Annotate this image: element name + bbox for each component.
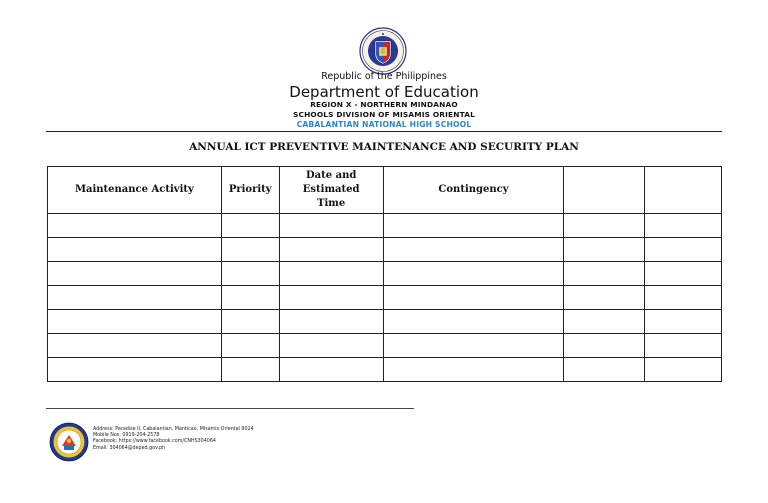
deped-seal-icon: [359, 27, 407, 75]
header-date-text: Date and Estimated Time: [302, 170, 360, 209]
table-cell[interactable]: [645, 214, 722, 238]
table-row: [48, 358, 722, 382]
table-cell[interactable]: [221, 358, 279, 382]
table-cell[interactable]: [645, 286, 722, 310]
header-blank-6: [645, 167, 722, 214]
table-cell[interactable]: [48, 238, 222, 262]
table-cell[interactable]: [279, 334, 383, 358]
table-cell[interactable]: [383, 262, 564, 286]
division-name: SCHOOLS DIVISION OF MISAMIS ORIENTAL: [293, 110, 475, 119]
header-divider: [46, 131, 722, 132]
header-priority: Priority: [221, 167, 279, 214]
school-name: CABALANTIAN NATIONAL HIGH SCHOOL: [296, 120, 472, 129]
footer-address: Address: Paradise II, Cabalantian, Manticao, Misamis Oriental 9024: [93, 427, 254, 432]
table-cell[interactable]: [645, 310, 722, 334]
table-cell[interactable]: [383, 334, 564, 358]
table-cell[interactable]: [564, 334, 645, 358]
school-logo-icon: [49, 422, 89, 462]
header-maintenance-activity: Maintenance Activity: [48, 167, 222, 214]
table-cell[interactable]: [564, 262, 645, 286]
table-header-row: [48, 167, 722, 214]
footer-divider: [46, 408, 414, 409]
table-cell[interactable]: [48, 310, 222, 334]
table-cell[interactable]: [48, 334, 222, 358]
table-cell[interactable]: [645, 358, 722, 382]
republic-label: Republic of the Philippines: [321, 71, 447, 82]
table-cell[interactable]: [221, 214, 279, 238]
table-row: [48, 262, 722, 286]
table-cell[interactable]: [279, 286, 383, 310]
table-cell[interactable]: [48, 214, 222, 238]
footer-email[interactable]: Email: 304064@deped.gov.ph: [93, 445, 166, 451]
table-cell[interactable]: [221, 238, 279, 262]
region-name: REGION X - NORTHERN MINDANAO: [310, 100, 458, 109]
table-body: [48, 214, 722, 382]
table-cell[interactable]: [279, 214, 383, 238]
table-cell[interactable]: [383, 358, 564, 382]
table-row: [48, 238, 722, 262]
table-cell[interactable]: [279, 310, 383, 334]
page-title: ANNUAL ICT PREVENTIVE MAINTENANCE AND SECURITY PLAN: [189, 141, 579, 153]
table-cell[interactable]: [383, 286, 564, 310]
table-row: [48, 334, 722, 358]
table-cell[interactable]: [221, 310, 279, 334]
table-cell[interactable]: [279, 358, 383, 382]
table-cell[interactable]: [48, 358, 222, 382]
table-cell[interactable]: [645, 262, 722, 286]
table-cell[interactable]: [48, 286, 222, 310]
table-cell[interactable]: [221, 334, 279, 358]
header-contingency: Contingency: [383, 167, 564, 214]
table-cell[interactable]: [645, 334, 722, 358]
table-cell[interactable]: [564, 214, 645, 238]
table-cell[interactable]: [564, 286, 645, 310]
table-cell[interactable]: [564, 358, 645, 382]
table-row: [48, 286, 722, 310]
footer-facebook[interactable]: Facebook: https://www.facebook.com/CNHS304064: [93, 439, 216, 445]
table-cell[interactable]: [48, 262, 222, 286]
table-cell[interactable]: [279, 238, 383, 262]
table-cell[interactable]: [564, 310, 645, 334]
table-row: [48, 310, 722, 334]
header-date-estimated-time: [279, 167, 383, 214]
department-name: Department of Education: [289, 83, 479, 101]
footer-contact: [93, 427, 254, 452]
table-cell[interactable]: [221, 262, 279, 286]
footer-mobile: Mobile Nos: 0919-204-2578: [93, 433, 160, 439]
table-cell[interactable]: [564, 238, 645, 262]
table-cell[interactable]: [279, 262, 383, 286]
table-cell[interactable]: [383, 238, 564, 262]
table-cell[interactable]: [645, 238, 722, 262]
maintenance-plan-table: [47, 166, 722, 382]
table-row: [48, 214, 722, 238]
header-blank-5: [564, 167, 645, 214]
table-cell[interactable]: [221, 286, 279, 310]
table-cell[interactable]: [383, 214, 564, 238]
table-cell[interactable]: [383, 310, 564, 334]
